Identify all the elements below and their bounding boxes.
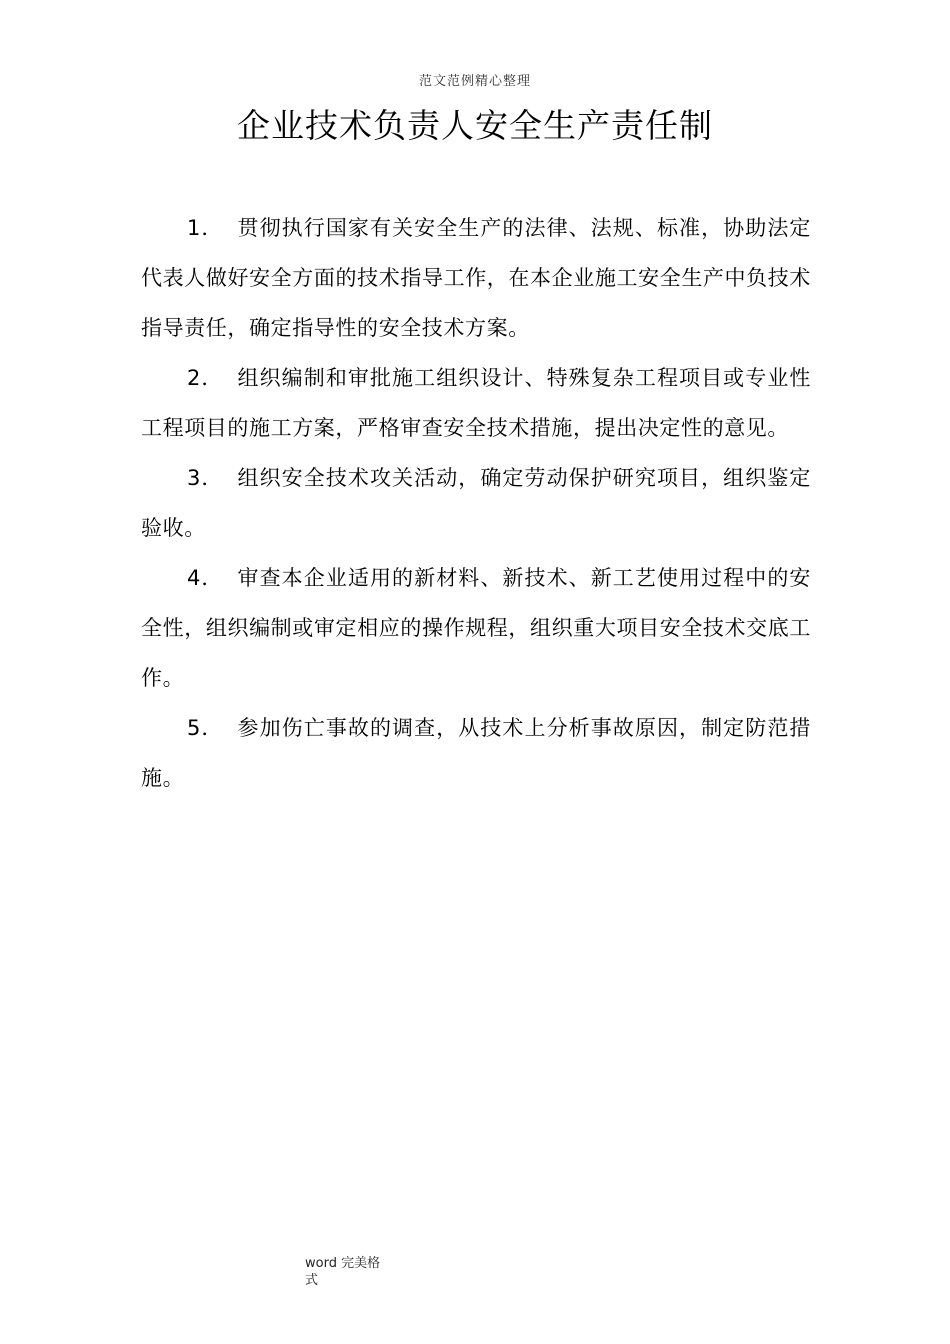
clause-number: 1． [187,216,224,240]
clause-number: 4． [187,566,224,590]
page-title: 企业技术负责人安全生产责任制 [237,106,713,145]
clause-number: 5． [187,716,224,740]
clause-5 [141,703,811,803]
clause-3 [141,453,811,553]
clause-number: 2． [187,366,224,390]
clause-text: 组织编制和审批施工组织设计、特殊复杂工程项目或专业性工程项目的施工方案，严格审查安全技术措施，提出决定性的意见。 [141,366,811,440]
clause-2 [141,353,811,453]
clause-text: 参加伤亡事故的调查，从技术上分析事故原因，制定防范措施。 [141,716,811,790]
footer-note [305,1255,385,1289]
clause-text: 组织安全技术攻关活动，确定劳动保护研究项目，组织鉴定验收。 [141,466,811,540]
clause-1 [141,203,811,353]
clause-number: 3． [187,466,224,490]
header-note: 范文范例精心整理 [418,74,531,89]
footer-line-2: 式 [305,1273,319,1288]
clause-text: 审查本企业适用的新材料、新技术、新工艺使用过程中的安全性，组织编制或审定相应的操作规程，组织重大项目安全技术交底工作。 [141,566,811,690]
footer-line-1: word 完美格 [305,1256,381,1271]
document-body [141,203,811,803]
clause-text: 贯彻执行国家有关安全生产的法律、法规、标准，协助法定代表人做好安全方面的技术指导工作，在本企业施工安全生产中负技术指导责任，确定指导性的安全技术方案。 [141,216,811,340]
clause-4 [141,553,811,703]
